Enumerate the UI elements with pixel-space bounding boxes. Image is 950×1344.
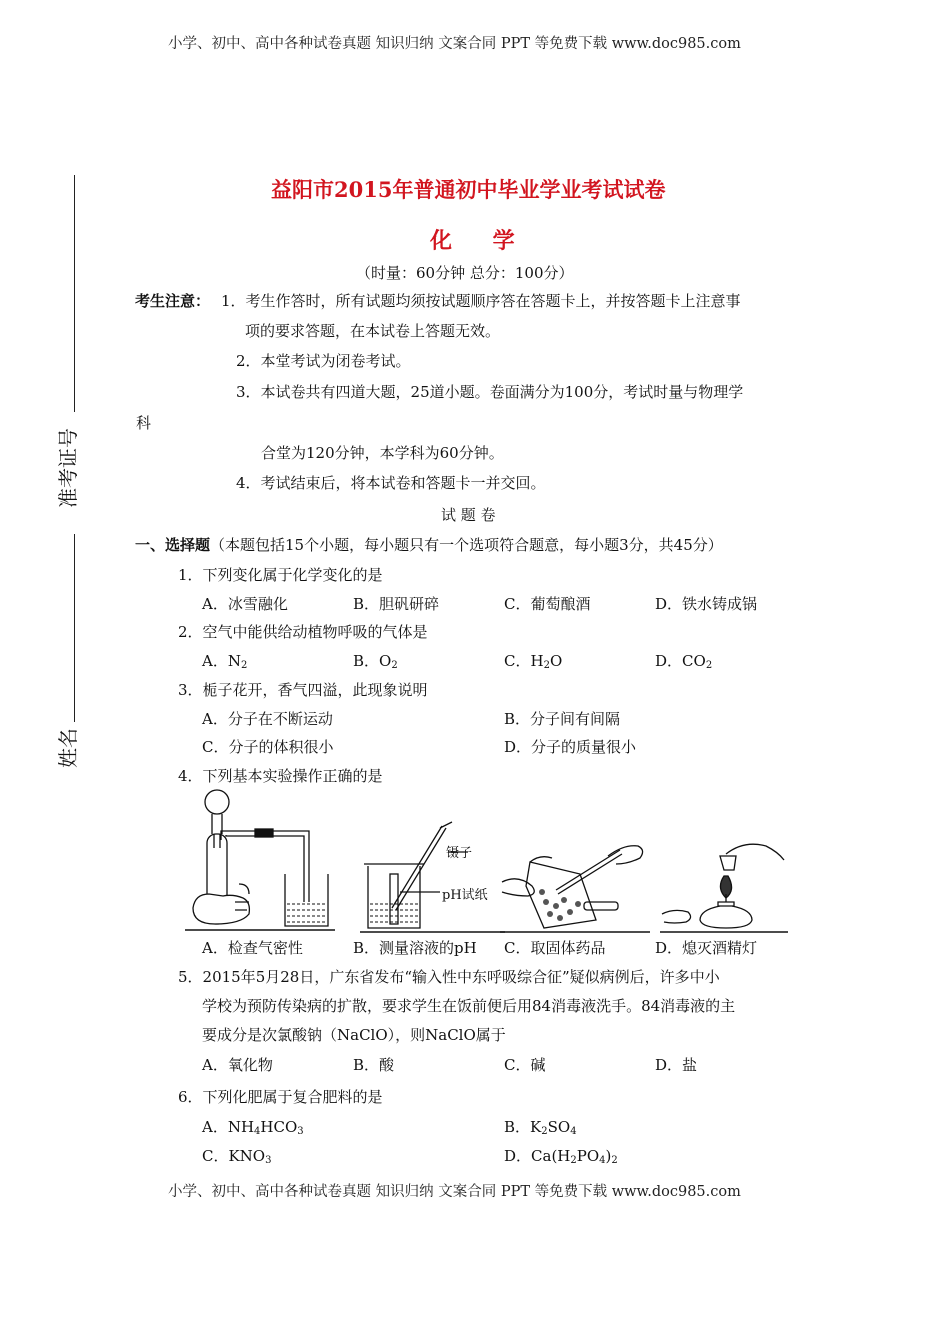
q3-option-d: D．分子的质量很小 bbox=[504, 738, 637, 756]
section-desc: （本题包括15个小题，每小题只有一个选项符合题意，每小题3分，共45分） bbox=[210, 536, 723, 554]
page-header: 小学、初中、高中各种试卷真题 知识归纳 文案合同 PPT 等免费下载 www.doc985.com bbox=[168, 36, 741, 52]
q6-option-d: D．$Ca(H_2PO_4)_2$ bbox=[504, 1147, 618, 1166]
q5-stem-line-3: 要成分是次氯酸钠（NaClO），则NaClO属于 bbox=[202, 1026, 506, 1044]
q4-option-b: B．测量溶液的pH bbox=[353, 939, 477, 957]
q4-option-a: A．检查气密性 bbox=[202, 939, 303, 957]
q4-option-c: C．取固体药品 bbox=[504, 939, 606, 957]
q2-option-c: C．$H_2O$ bbox=[504, 652, 563, 671]
section-title: 一、选择题 bbox=[135, 536, 211, 554]
q2-option-d: D．$CO_2$ bbox=[655, 652, 713, 671]
notice-item-3-cont2: 合堂为120分钟，本学科为60分钟。 bbox=[261, 444, 504, 462]
airtightness-check-figure bbox=[185, 786, 335, 934]
q2-option-b: B．$O_2$ bbox=[353, 652, 398, 671]
q5-stem-line-1: 5．2015年5月28日，广东省发布“输入性中东呼吸综合征”疑似病例后，许多中小 bbox=[178, 968, 720, 986]
notice-item-3: 3．本试卷共有四道大题，25道小题。卷面满分为100分，考试时量与物理学 bbox=[236, 383, 744, 401]
subject-title: 化 学 bbox=[430, 228, 517, 254]
notice-item-1: 1．考生作答时，所有试题均须按试题顺序答在答题卡上，并按答题卡上注意事 bbox=[221, 292, 741, 310]
q1-option-b: B．胆矾研碎 bbox=[353, 595, 440, 613]
q3-option-b: B．分子间有间隔 bbox=[504, 710, 621, 728]
section-heading bbox=[135, 534, 723, 555]
q4-option-d: D．熄灭酒精灯 bbox=[655, 939, 758, 957]
q6-option-c: C．$KNO_3$ bbox=[202, 1147, 272, 1166]
q5-option-d: D．盐 bbox=[655, 1056, 698, 1074]
exam-number-line bbox=[74, 175, 75, 412]
q4-stem: 4．下列基本实验操作正确的是 bbox=[178, 767, 383, 785]
q5-stem-line-2: 学校为预防传染病的扩散，要求学生在饭前便后用84消毒液洗手。84消毒液的主 bbox=[202, 997, 736, 1015]
q1-option-c: C．葡萄酿酒 bbox=[504, 595, 591, 613]
notice-label: 考生注意： bbox=[135, 292, 211, 310]
q5-option-a: A．氧化物 bbox=[202, 1056, 273, 1074]
notice-item-2: 2．本堂考试为闭卷考试。 bbox=[236, 352, 411, 370]
q3-option-c: C．分子的体积很小 bbox=[202, 738, 334, 756]
q6-option-a: A．$NH_4HCO_3$ bbox=[202, 1118, 304, 1137]
exam-title: 益阳市2015年普通初中毕业学业考试试卷 bbox=[271, 177, 666, 202]
q6-stem: 6．下列化肥属于复合肥料的是 bbox=[178, 1088, 383, 1106]
q5-option-c: C．碱 bbox=[504, 1056, 546, 1074]
exam-number-label: 准考证号 bbox=[56, 428, 80, 508]
q1-option-d: D．铁水铸成锅 bbox=[655, 595, 758, 613]
page-footer: 小学、初中、高中各种试卷真题 知识归纳 文案合同 PPT 等免费下载 www.doc985.com bbox=[168, 1184, 741, 1200]
paper-label: 试 题 卷 bbox=[441, 506, 496, 524]
ph-measure-figure bbox=[360, 820, 505, 934]
q5-option-b: B．酸 bbox=[353, 1056, 395, 1074]
notice-item-4: 4．考试结束后，将本试卷和答题卡一并交回。 bbox=[236, 474, 546, 492]
tweezers-label: 镊子 bbox=[446, 846, 473, 861]
notice-item-3-cont: 科 bbox=[136, 414, 152, 432]
ph-paper-label: pH试纸 bbox=[442, 888, 488, 903]
extinguish-lamp-figure bbox=[660, 836, 788, 934]
q3-option-a: A．分子在不断运动 bbox=[202, 710, 333, 728]
q1-stem: 1．下列变化属于化学变化的是 bbox=[178, 566, 383, 584]
notice-item-1-cont: 项的要求答题，在本试卷上答题无效。 bbox=[245, 322, 501, 340]
q3-stem: 3．栀子花开，香气四溢，此现象说明 bbox=[178, 681, 428, 699]
q2-option-a: A．$N_2$ bbox=[202, 652, 248, 671]
name-label: 姓名 bbox=[56, 728, 80, 768]
exam-meta: （时量：60分钟 总分：100分） bbox=[356, 264, 574, 282]
q1-option-a: A．冰雪融化 bbox=[202, 595, 288, 613]
take-solid-figure bbox=[500, 836, 650, 934]
q2-stem: 2．空气中能供给动植物呼吸的气体是 bbox=[178, 623, 428, 641]
name-line bbox=[74, 534, 75, 722]
q6-option-b: B．$K_2SO_4$ bbox=[504, 1118, 577, 1137]
